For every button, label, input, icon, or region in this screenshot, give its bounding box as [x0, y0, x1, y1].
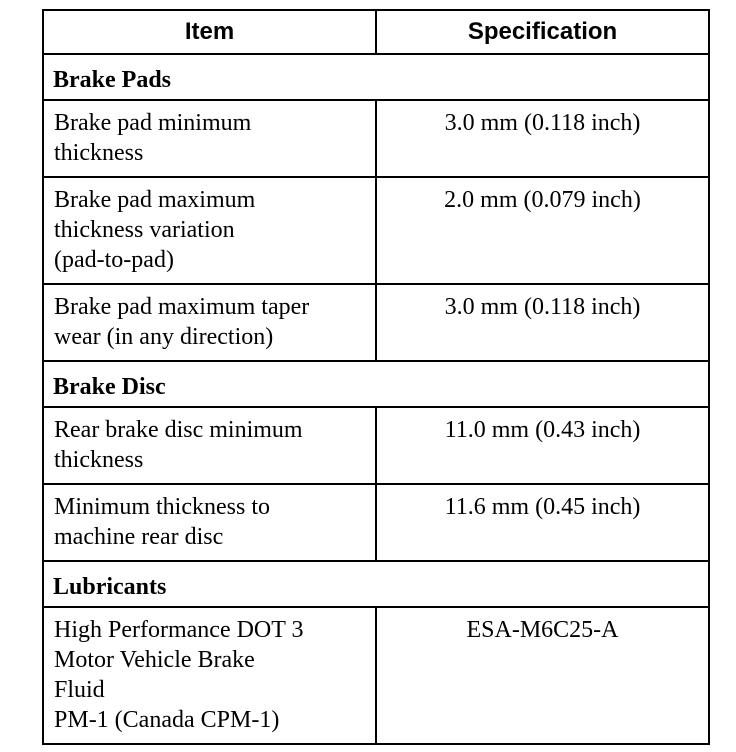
spec-cell: 11.6 mm (0.45 inch) [376, 484, 709, 561]
table-row [43, 284, 709, 361]
spec-cell: 11.0 mm (0.43 inch) [376, 407, 709, 484]
item-cell: High Performance DOT 3 Motor Vehicle Brake Fluid PM-1 (Canada CPM-1) [43, 607, 376, 744]
section-title: Lubricants [43, 561, 709, 607]
spec-cell: ESA-M6C25-A [376, 607, 709, 744]
table-row [43, 607, 709, 744]
section-row-lubricants [43, 561, 709, 607]
section-row-brake-disc [43, 361, 709, 407]
section-title: Brake Disc [43, 361, 709, 407]
column-header-specification: Specification [376, 10, 709, 54]
spec-cell: 3.0 mm (0.118 inch) [376, 284, 709, 361]
table-row [43, 177, 709, 284]
specification-table [42, 9, 710, 745]
item-cell: Brake pad maximum thickness variation (pad-to-pad) [43, 177, 376, 284]
section-row-brake-pads [43, 54, 709, 100]
spec-cell: 2.0 mm (0.079 inch) [376, 177, 709, 284]
item-cell: Brake pad maximum taper wear (in any direction) [43, 284, 376, 361]
table-header-row [43, 10, 709, 54]
section-title: Brake Pads [43, 54, 709, 100]
column-header-item: Item [43, 10, 376, 54]
table-row [43, 484, 709, 561]
item-cell: Rear brake disc minimum thickness [43, 407, 376, 484]
item-cell: Minimum thickness to machine rear disc [43, 484, 376, 561]
item-cell: Brake pad minimum thickness [43, 100, 376, 177]
table-row [43, 407, 709, 484]
table-row [43, 100, 709, 177]
spec-cell: 3.0 mm (0.118 inch) [376, 100, 709, 177]
